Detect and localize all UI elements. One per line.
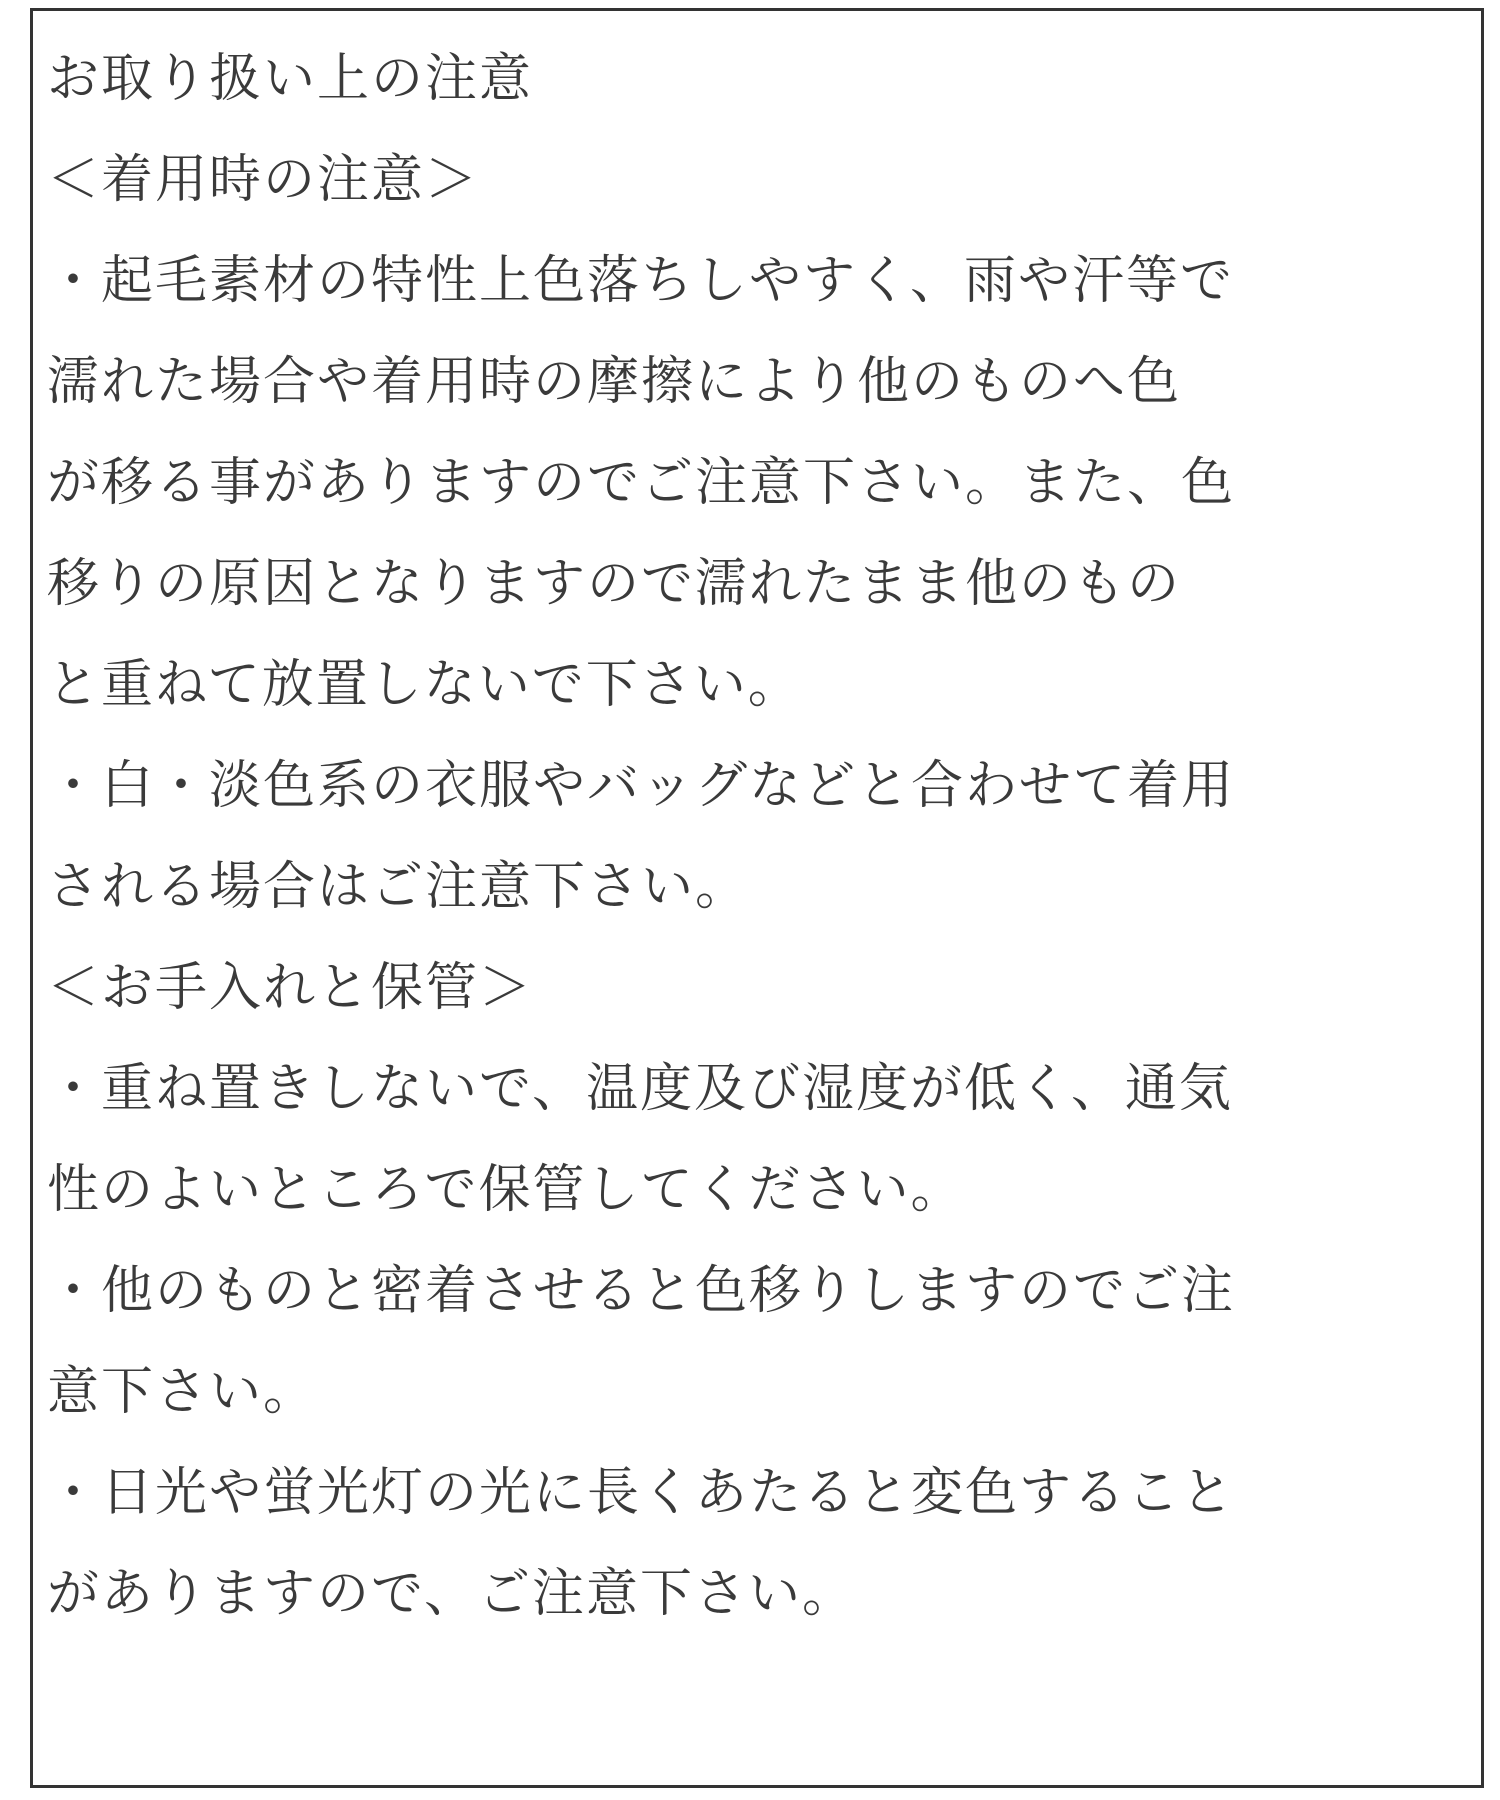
notice-line: される場合はご注意下さい。 (47, 857, 750, 917)
notice-line: ・白・淡色系の衣服やバッグなどと合わせて着用 (47, 756, 1236, 816)
care-notice-text (47, 29, 1235, 1645)
notice-line: が移る事がありますのでご注意下さい。また、色 (47, 453, 1236, 513)
notice-line: 意下さい。 (47, 1362, 318, 1422)
notice-line: がありますので、ご注意下さい。 (47, 1564, 856, 1624)
section-heading-care-storage: ＜お手入れと保管＞ (47, 958, 534, 1018)
notice-line: ・他のものと密着させると色移りしますのでご注 (47, 1261, 1236, 1321)
care-notice-box (30, 8, 1484, 1788)
notice-line: 性のよいところで保管してください。 (47, 1160, 965, 1220)
notice-title: お取り扱い上の注意 (47, 49, 534, 109)
notice-line: 移りの原因となりますので濡れたまま他のもの (47, 554, 1182, 614)
notice-line: と重ねて放置しないで下さい。 (47, 655, 802, 715)
notice-line: ・重ね置きしないで、温度及び湿度が低く、通気 (47, 1059, 1233, 1119)
notice-line: ・日光や蛍光灯の光に長くあたると変色すること (47, 1463, 1236, 1523)
notice-line: 濡れた場合や着用時の摩擦により他のものへ色 (47, 352, 1182, 412)
section-heading-wearing: ＜着用時の注意＞ (47, 150, 480, 210)
notice-line: ・起毛素材の特性上色落ちしやすく、雨や汗等で (47, 251, 1234, 311)
